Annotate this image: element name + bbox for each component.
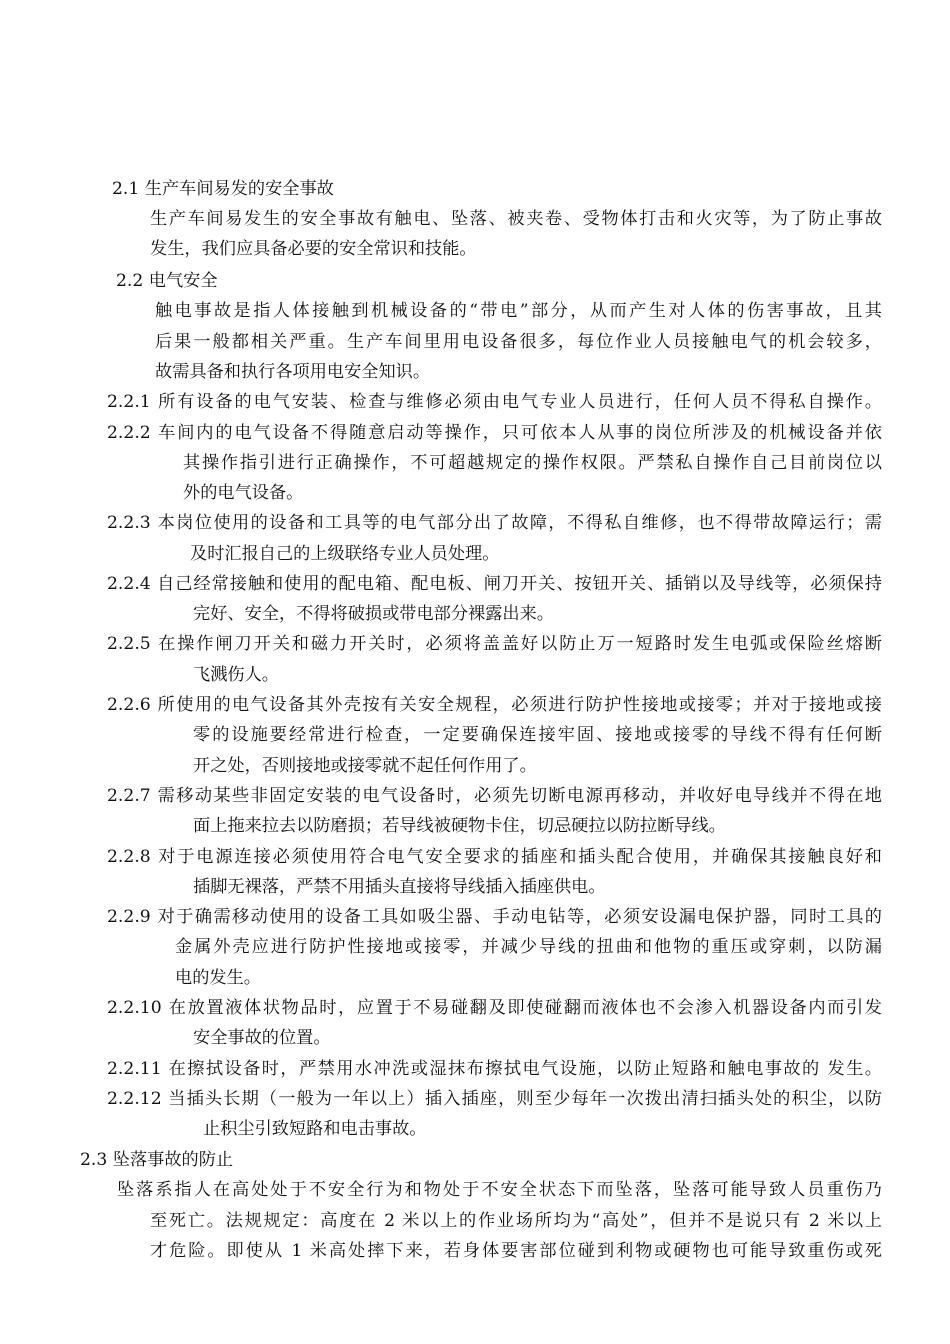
section-heading-2-2: 2.2 电气安全 — [116, 271, 218, 291]
list-item-2-2-4: 2.2.4 自己经常接触和使用的配电箱、配电板、闸刀开关、按钮开关、插销以及导线等，必须保持 — [107, 574, 882, 594]
list-item-2-2-11: 2.2.11 在擦拭设备时，严禁用水冲洗或湿抹布擦拭电气设施，以防止短路和触电事故的 发生。 — [107, 1059, 882, 1079]
list-item-continuation: 外的电气设备。 — [183, 483, 304, 503]
list-item-2-2-7: 2.2.7 需移动某些非固定安装的电气设备时，必须先切断电源再移动，并收好电导线并不得在地 — [107, 786, 882, 806]
list-item-continuation: 开之处，否则接地或接零就不起任何作用了。 — [193, 756, 537, 776]
list-item-2-2-8: 2.2.8 对于电源连接必须使用符合电气安全要求的插座和插头配合使用，并确保其接触良好和 — [107, 847, 882, 867]
list-item-continuation: 电的发生。 — [175, 968, 261, 988]
section-heading-2-3: 2.3 坠落事故的防止 — [80, 1150, 234, 1170]
list-item-2-2-1: 2.2.1 所有设备的电气安装、检查与维修必须由电气专业人员进行，任何人员不得私自操作。 — [107, 392, 882, 412]
list-item-continuation: 安全事故的位置。 — [193, 1028, 331, 1048]
list-item-2-2-10: 2.2.10 在放置液体状物品时，应置于不易碰翻及即使碰翻而液体也不会渗入机器设备内而引发 — [107, 998, 882, 1018]
list-item-continuation: 插脚无裸落，严禁不用插头直接将导线插入插座供电。 — [193, 877, 606, 897]
paragraph-line: 至死亡。法规规定：高度在 2 米以上的作业场所均为“高处”，但并不是说只有 2 米以上 — [150, 1211, 882, 1231]
list-item-2-2-6: 2.2.6 所使用的电气设备其外壳按有关安全规程，必须进行防护性接地或接零；并对于接地或接 — [107, 695, 882, 715]
list-item-2-2-2: 2.2.2 车间内的电气设备不得随意启动等操作，只可依本人从事的岗位所涉及的机械设备并依 — [107, 423, 882, 443]
list-item-continuation: 飞溅伤人。 — [193, 665, 279, 685]
list-item-2-2-12: 2.2.12 当插头长期（一般为一年以上）插入插座，则至少每年一次拨出清扫插头处的积尘，以防 — [107, 1089, 882, 1109]
list-item-continuation: 面上拖来拉去以防磨损；若导线被硬物卡住，切忌硬拉以防拉断导线。 — [193, 816, 726, 836]
paragraph-line: 才危险。即使从 1 米高处摔下来，若身体要害部位碰到利物或硬物也可能导致重伤或死 — [150, 1241, 882, 1261]
section-heading-2-1: 2.1 生产车间易发的安全事故 — [112, 179, 334, 199]
list-item-continuation: 完好、安全，不得将破损或带电部分裸露出来。 — [193, 604, 554, 624]
list-item-continuation: 及时汇报自己的上级联络专业人员处理。 — [190, 544, 500, 564]
list-item-2-2-9: 2.2.9 对于确需移动使用的设备工具如吸尘器、手动电钻等，必须安设漏电保护器，同时工具的 — [107, 907, 882, 927]
paragraph-line: 触电事故是指人体接触到机械设备的“带电”部分，从而产生对人体的伤害事故，且其 — [155, 301, 882, 321]
paragraph-line: 发生，我们应具备必要的安全常识和技能。 — [150, 239, 477, 259]
paragraph-line: 后果一般都相关严重。生产车间里用电设备很多，每位作业人员接触电气的机会较多， — [155, 332, 882, 352]
list-item-continuation: 其操作指引进行正确操作，不可超越规定的操作权限。严禁私自操作自己目前岗位以 — [183, 453, 882, 473]
list-item-continuation: 零的设施要经常进行检查，一定要确保连接牢固、接地或接零的导线不得有任何断 — [193, 725, 882, 745]
list-item-2-2-3: 2.2.3 本岗位使用的设备和工具等的电气部分出了故障，不得私自维修，也不得带故障运行；需 — [107, 513, 882, 533]
list-item-2-2-5: 2.2.5 在操作闸刀开关和磁力开关时，必须将盖盖好以防止万一短路时发生电弧或保险丝熔断 — [107, 634, 882, 654]
list-item-continuation: 止积尘引致短路和电击事故。 — [203, 1119, 427, 1139]
paragraph-line: 故需具备和执行各项用电安全知识。 — [155, 362, 431, 382]
paragraph-line: 坠落系指人在高处处于不安全行为和物处于不安全状态下而坠落，坠落可能导致人员重伤乃 — [117, 1180, 882, 1200]
paragraph-line: 生产车间易发生的安全事故有触电、坠落、被夹卷、受物体打击和火灾等，为了防止事故 — [150, 209, 882, 229]
list-item-continuation: 金属外壳应进行防护性接地或接零，并减少导线的扭曲和他物的重压或穿刺，以防漏 — [175, 937, 882, 957]
